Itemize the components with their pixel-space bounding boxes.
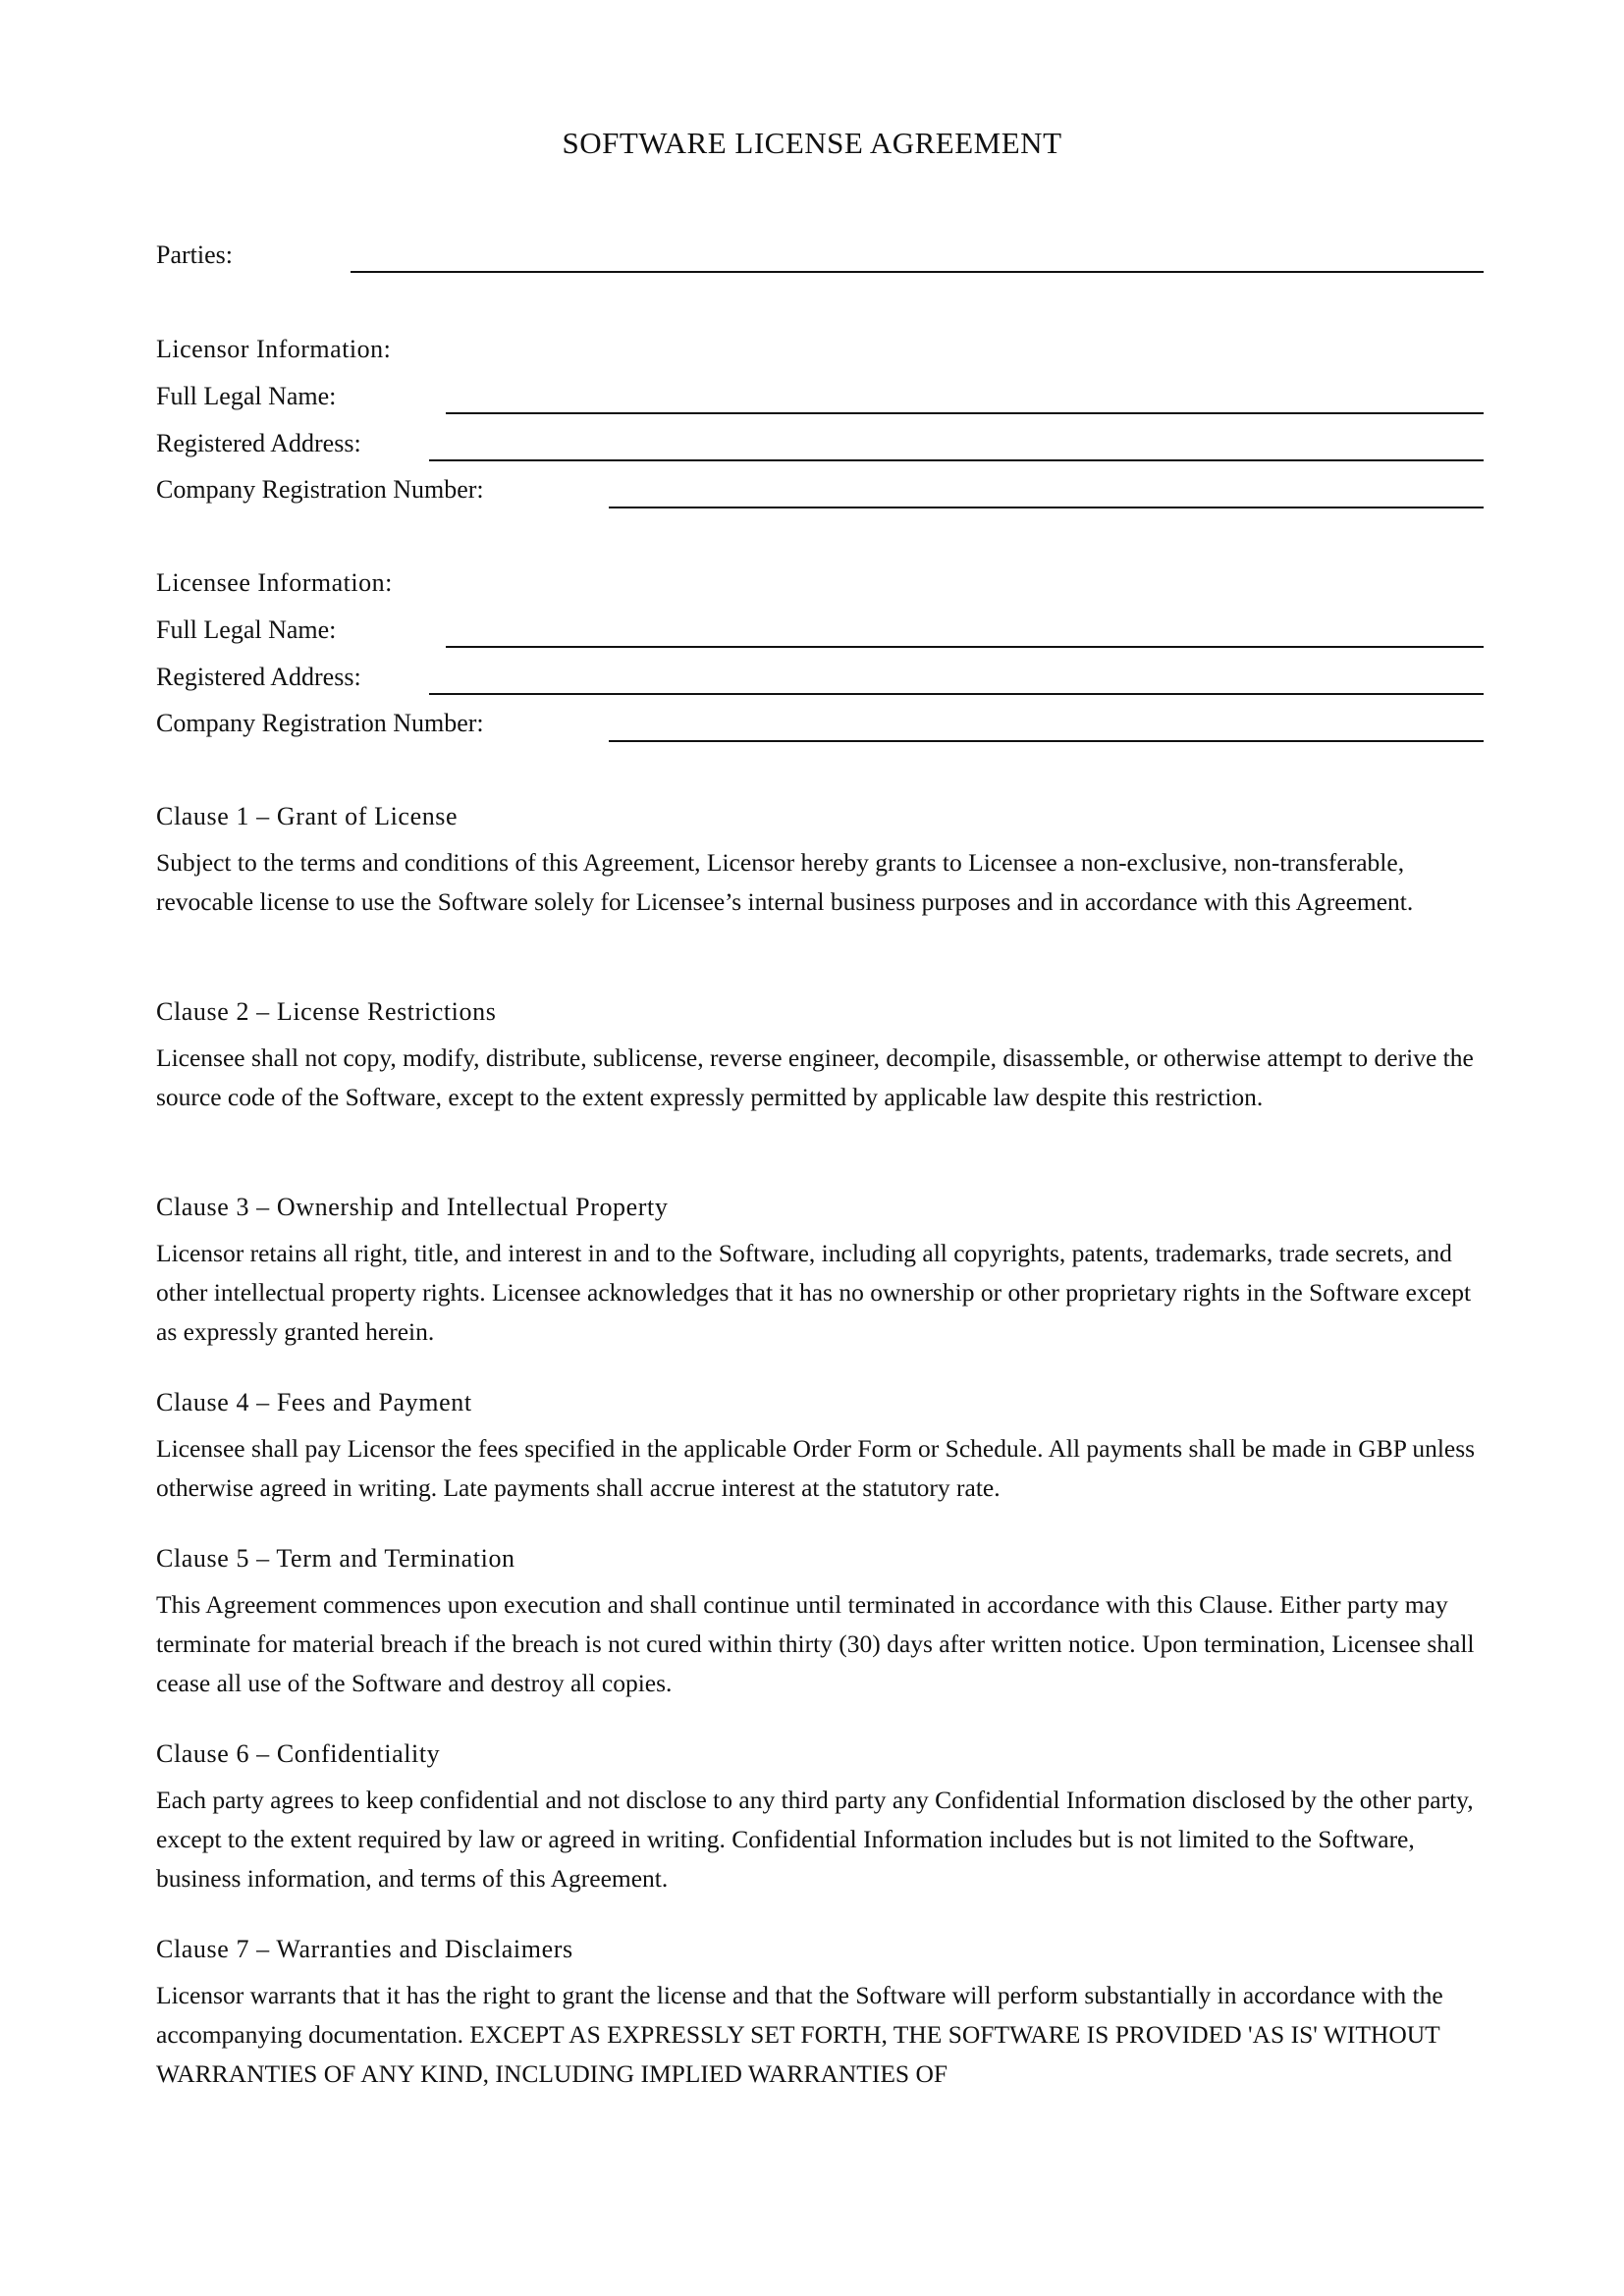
licensor-address-label: Registered Address: — [156, 429, 361, 457]
clause-2-heading: Clause 2 – License Restrictions — [156, 997, 497, 1026]
clause-3-heading: Clause 3 – Ownership and Intellectual Property — [156, 1193, 669, 1221]
licensor-reg-number-label: Company Registration Number: — [156, 475, 484, 504]
clause-7-heading: Clause 7 – Warranties and Disclaimers — [156, 1935, 573, 1963]
licensee-address-line[interactable] — [429, 693, 1484, 695]
licensor-full-name-line[interactable] — [446, 412, 1484, 414]
clause-4-heading: Clause 4 – Fees and Payment — [156, 1388, 472, 1416]
licensee-reg-number-label: Company Registration Number: — [156, 709, 484, 737]
clause-4-body: Licensee shall pay Licensor the fees specified in the applicable Order Form or Schedule. All payments shall be made in GBP unless otherwise agreed in writing. Late payments shall accrue interest at the statutory rate. — [156, 1434, 1476, 1502]
clause-2-body: Licensee shall not copy, modify, distribute, sublicense, reverse engineer, decompile, disassemble, or otherwise attempt to derive the source code of the Software, except to the extent expressly permitted by applicable law despite this restriction. — [156, 1043, 1474, 1111]
clause-5-body: This Agreement commences upon execution and shall continue until terminated in accordance with this Clause. Either party may terminate for material breach if the breach is not cured within thirty (30) days after written notice. Upon termination, Licensee shall cease all use of the Software and destroy all copies. — [156, 1590, 1475, 1697]
clause-3-body: Licensor retains all right, title, and interest in and to the Software, including all copyrights, patents, trademarks, trade secrets, and other intellectual property rights. Licensee acknowledges that it has no ownership or other proprietary rights in the Software except as expressly granted herein. — [156, 1239, 1472, 1346]
parties-blank-line[interactable] — [351, 271, 1484, 273]
licensor-info-heading: Licensor Information: — [156, 335, 392, 363]
licensee-info-heading: Licensee Information: — [156, 568, 393, 597]
document-title: SOFTWARE LICENSE AGREEMENT — [562, 126, 1062, 160]
clause-5-heading: Clause 5 – Term and Termination — [156, 1544, 515, 1573]
licensee-address-label: Registered Address: — [156, 663, 361, 691]
clause-7-body: Licensor warrants that it has the right to grant the license and that the Software will perform substantially in accordance with the accompanying documentation. EXCEPT AS EXPRESSLY SET FORTH, THE SOFTWARE IS PROVIDED 'AS IS' WITHOUT WARRANTIES OF ANY KIND, INCLUDING IMPLIED WARRANTIES OF — [156, 1981, 1443, 2088]
parties-label: Parties: — [156, 240, 233, 269]
licensee-reg-number-line[interactable] — [609, 740, 1484, 742]
clause-1-heading: Clause 1 – Grant of License — [156, 802, 459, 830]
licensee-full-name-line[interactable] — [446, 646, 1484, 648]
clause-1-body: Subject to the terms and conditions of this Agreement, Licensor hereby grants to Licensee a non-exclusive, non-transferable, revocable license to use the Software solely for Licensee’s internal business purposes and in accordance with this Agreement. — [156, 848, 1414, 916]
clause-6-heading: Clause 6 – Confidentiality — [156, 1739, 441, 1768]
licensor-reg-number-line[interactable] — [609, 507, 1484, 508]
licensor-address-line[interactable] — [429, 459, 1484, 461]
licensor-full-name-label: Full Legal Name: — [156, 382, 337, 410]
licensee-full-name-label: Full Legal Name: — [156, 615, 337, 644]
clause-6-body: Each party agrees to keep confidential and not disclose to any third party any Confidential Information disclosed by the other party, except to the extent required by law or agreed in writing. Confidential Information includes but is not limited to the Software, business information, and terms of this Agreement. — [156, 1786, 1474, 1893]
